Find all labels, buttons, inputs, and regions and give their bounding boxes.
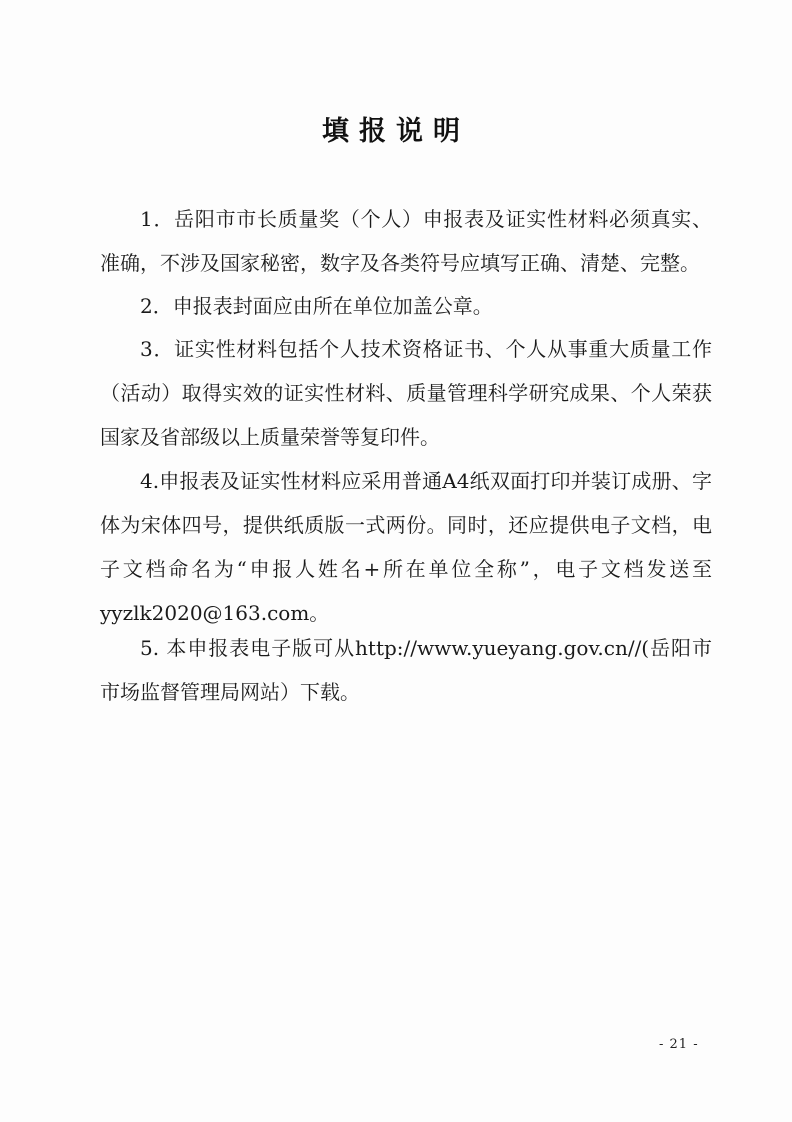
instruction-paragraph-2: 2．申报表封面应由所在单位加盖公章。 [140,294,493,318]
instruction-paragraph-3: 3．证实性材料包括个人技术资格证书、个人从事重大质量工作（活动）取得实效的证实性材料、质量管理科学研究成果、个人荣获国家及省部级以上质量荣誉等复印件。 [100,337,712,449]
instruction-paragraph-5: 5. 本申报表电子版可从http://www.yueyang.gov.cn//(岳阳市市场监督管理局网站）下载。 [100,636,712,704]
page-title: 填报说明 [322,116,470,147]
instruction-paragraph-4: 4.申报表及证实性材料应采用普通A4纸双面打印并装订成册、字体为宋体四号，提供纸质版一式两份。同时，还应提供电子文档，电子文档命名为“申报人姓名+所在单位全称”，电子文档发送至yyzlk2020@163.com。 [100,469,712,625]
instruction-paragraph-1: 1．岳阳市市长质量奖（个人）申报表及证实性材料必须真实、准确，不涉及国家秘密，数字及各类符号应填写正确、清楚、完整。 [100,207,712,275]
page-number: - 21 - [659,1037,699,1052]
